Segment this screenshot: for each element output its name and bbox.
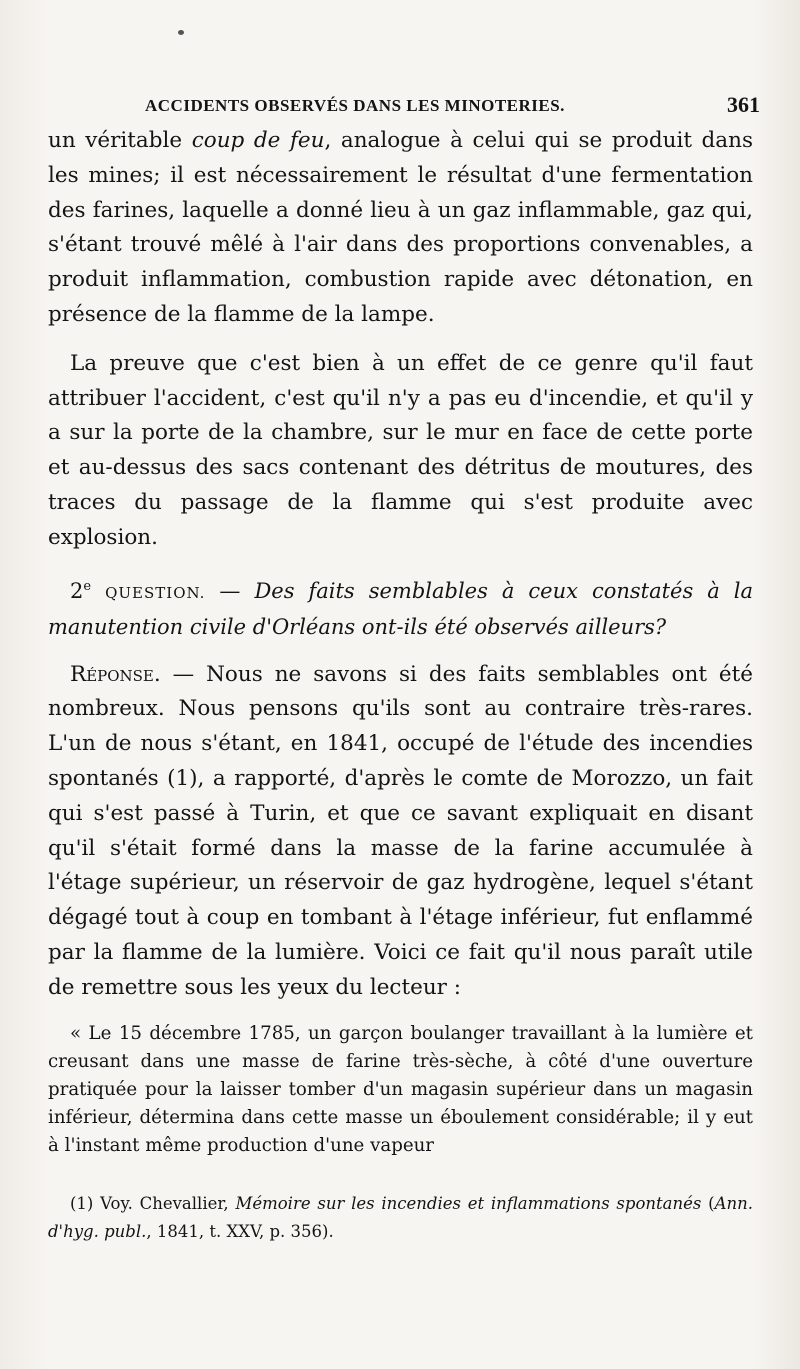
paragraph-1-start: un véritable <box>48 128 192 153</box>
question-text: Des faits semblables à ceux constatés à la manutention civile d'Orléans ont-ils été observés ailleurs? <box>48 578 754 639</box>
question-number: 2 <box>70 578 84 603</box>
question-dash: — <box>205 578 255 603</box>
footnote-source: Ann. d'hyg. publ. <box>48 1193 753 1241</box>
footnote-title: Mémoire sur les incendies et inflammations spontanés <box>235 1193 702 1213</box>
response-label: Réponse. <box>70 661 161 687</box>
running-title: ACCIDENTS OBSERVÉS DANS LES MINOTERIES. <box>145 96 565 115</box>
footnote-rest: , 1841, t. XXV, p. 356). <box>146 1221 334 1241</box>
ink-speck <box>178 30 184 35</box>
question-label: QUESTION. <box>105 583 206 602</box>
page-header <box>145 92 760 122</box>
question-heading <box>48 570 753 644</box>
footnote <box>48 1190 753 1246</box>
response-text: — Nous ne savons si des faits semblables ont été nombreux. Nous pensons qu'ils sont au contraire très-rares. L'un de nous s'étant, en 1841, occupé de l'étude des incendies spontanés (1), a rapporté, d'après le comte de Morozzo, un fait qui s'est passé à Turin, et que ce savant expliquait en disant qu'il s'était formé dans la masse de la farine accumulée à l'étage supérieur, un réservoir de gaz hydrogène, lequel s'étant dégagé tout à coup en tombant à l'étage inférieur, fut enflammé par la flamme de la lumière. Voici ce fait qu'il nous paraît utile de remettre sous les yeux du lecteur : <box>48 661 753 1000</box>
paragraph-2: La preuve que c'est bien à un effet de ce genre qu'il faut attribuer l'accident, c'est qu'il n'y a pas eu d'incendie, et qu'il y a sur la porte de la chambre, sur le mur en face de cette porte et au-dessus des sacs contenant des détritus de moutures, des traces du passage de la flamme qui s'est produite avec explosion. <box>48 350 753 550</box>
page-body <box>48 124 753 1246</box>
footnote-marker: (1) Voy. Chevallier, <box>70 1193 236 1213</box>
page-number: 361 <box>727 92 760 117</box>
paragraph-1 <box>48 124 753 333</box>
quoted-passage: « Le 15 décembre 1785, un garçon boulanger travaillant à la lumière et creusant dans une masse de farine très-sèche, à côté d'une ouverture pratiquée pour la laisser tomber d'un magasin supérieur dans un magasin inférieur, détermina dans cette masse un éboulement considérable; il y eut à l'instant même production d'une vapeur <box>48 1022 753 1156</box>
response-paragraph <box>48 658 753 1006</box>
footnote-open: ( <box>701 1193 715 1213</box>
question-superscript: e <box>83 578 92 594</box>
paragraph-1-rest: , analogue à celui qui se produit dans les mines; il est nécessairement le résultat d'une fermentation des farines, laquelle a donné lieu à un gaz inflammable, gaz qui, s'étant trouvé mêlé à l'air dans des proportions convenables, a produit inflammation, combustion rapide avec détonation, en présence de la flamme de la lampe. <box>48 128 754 327</box>
paragraph-1-emphasis: coup de feu <box>191 128 325 153</box>
